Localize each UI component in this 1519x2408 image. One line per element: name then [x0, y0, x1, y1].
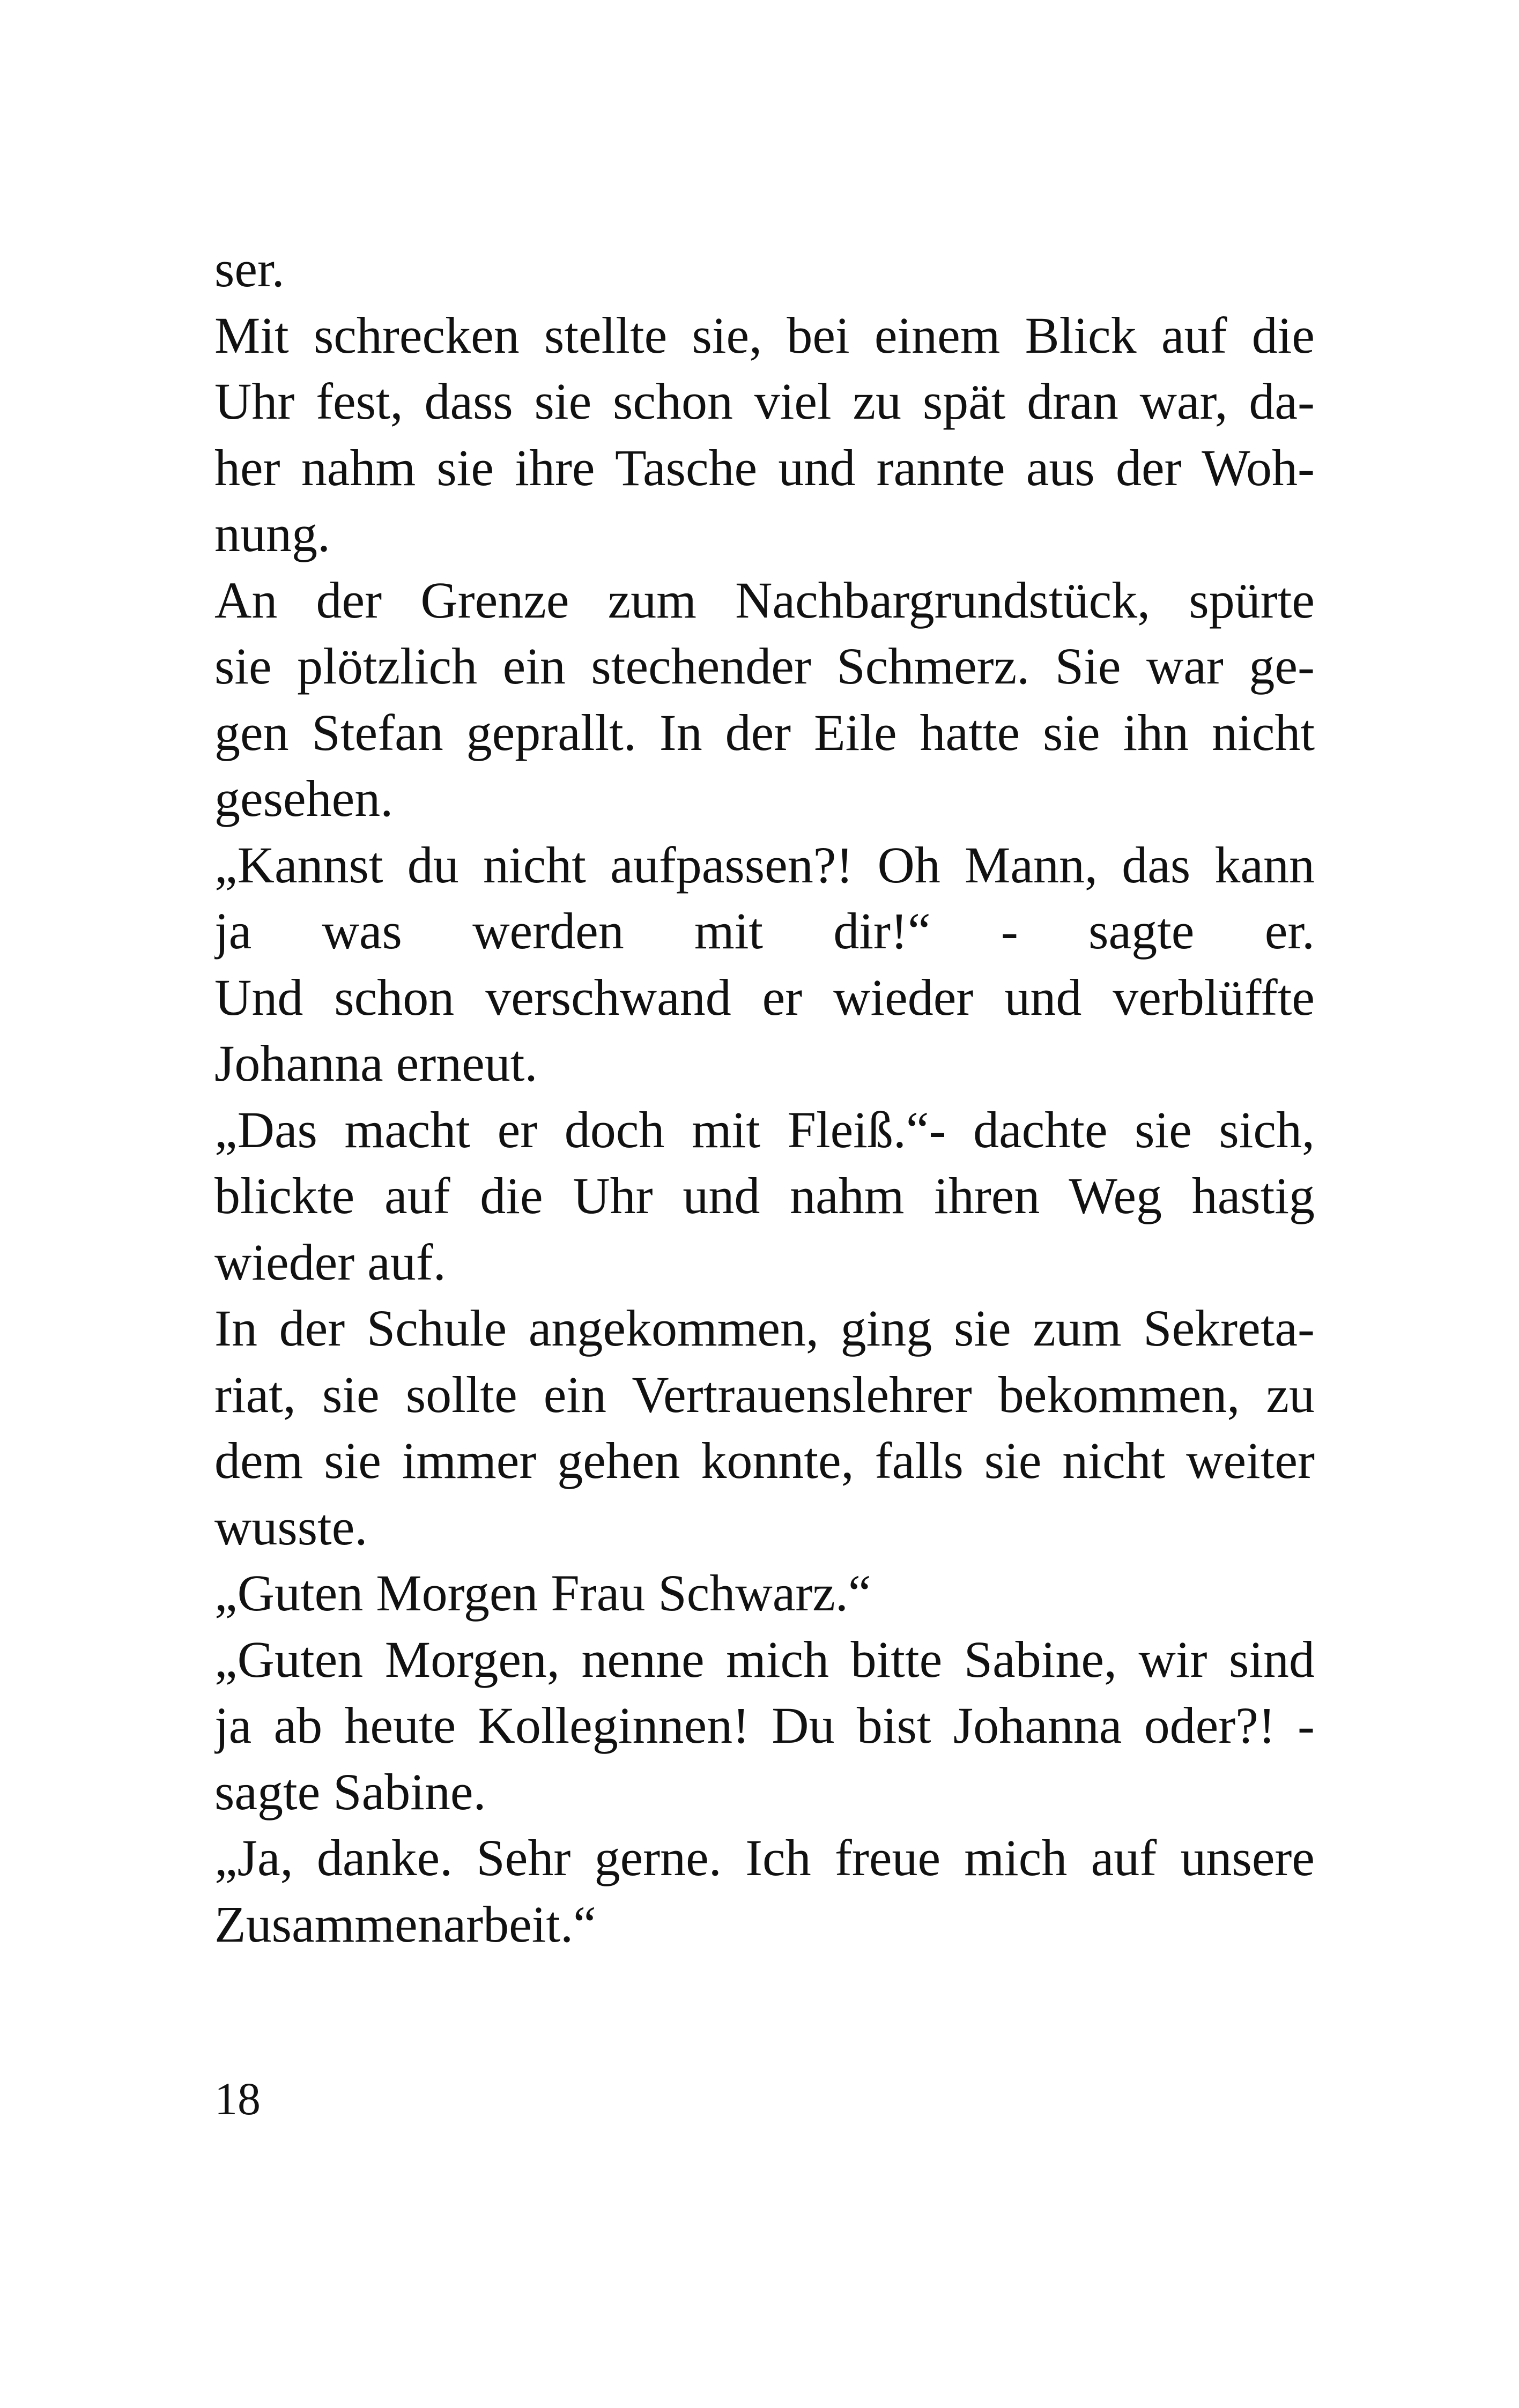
- page-number: 18: [214, 2073, 261, 2124]
- text-line: wieder auf.: [214, 1233, 446, 1291]
- body-text: [214, 236, 1315, 1957]
- text-line: Uhr fest, dass sie schon viel zu spät dran war, da-: [214, 373, 1315, 430]
- text-line: Zusammenarbeit.“: [214, 1895, 596, 1953]
- text-line: Johanna erneut.: [214, 1035, 538, 1092]
- text-line: sie plötzlich ein stechender Schmerz. Sie war ge-: [214, 637, 1315, 695]
- text-line: sagte Sabine.: [214, 1763, 486, 1820]
- text-line: ser.: [214, 240, 285, 298]
- text-line: gesehen.: [214, 770, 394, 827]
- text-line: „Das macht er doch mit Fleiß.“- dachte sie sich,: [214, 1101, 1315, 1158]
- text-line: „Guten Morgen Frau Schwarz.“: [214, 1564, 871, 1622]
- text-line: gen Stefan geprallt. In der Eile hatte sie ihn nicht: [214, 703, 1315, 761]
- text-line: In der Schule angekommen, ging sie zum Sekreta-: [214, 1299, 1315, 1357]
- text-line: Mit schrecken stellte sie, bei einem Blick auf die: [214, 306, 1315, 364]
- text-line: „Guten Morgen, nenne mich bitte Sabine, wir sind: [214, 1630, 1315, 1688]
- text-line: riat, sie sollte ein Vertrauenslehrer bekommen, zu: [214, 1365, 1315, 1423]
- text-line: An der Grenze zum Nachbargrundstück, spürte: [214, 571, 1315, 629]
- text-line: „Ja, danke. Sehr gerne. Ich freue mich auf unsere: [214, 1829, 1315, 1886]
- text-line: „Kannst du nicht aufpassen?! Oh Mann, das kann: [214, 836, 1315, 894]
- text-line: wusste.: [214, 1498, 368, 1556]
- text-line: nung.: [214, 505, 330, 562]
- text-line: ja was werden mit dir!“ - sagte er.: [214, 902, 1315, 960]
- text-line: ja ab heute Kolleginnen! Du bist Johanna oder?! -: [214, 1697, 1315, 1754]
- text-line: blickte auf die Uhr und nahm ihren Weg hastig: [214, 1167, 1315, 1224]
- text-line: her nahm sie ihre Tasche und rannte aus der Woh-: [214, 439, 1315, 496]
- text-line: dem sie immer gehen konnte, falls sie nicht weiter: [214, 1432, 1315, 1489]
- text-line: Und schon verschwand er wieder und verblüffte: [214, 968, 1315, 1026]
